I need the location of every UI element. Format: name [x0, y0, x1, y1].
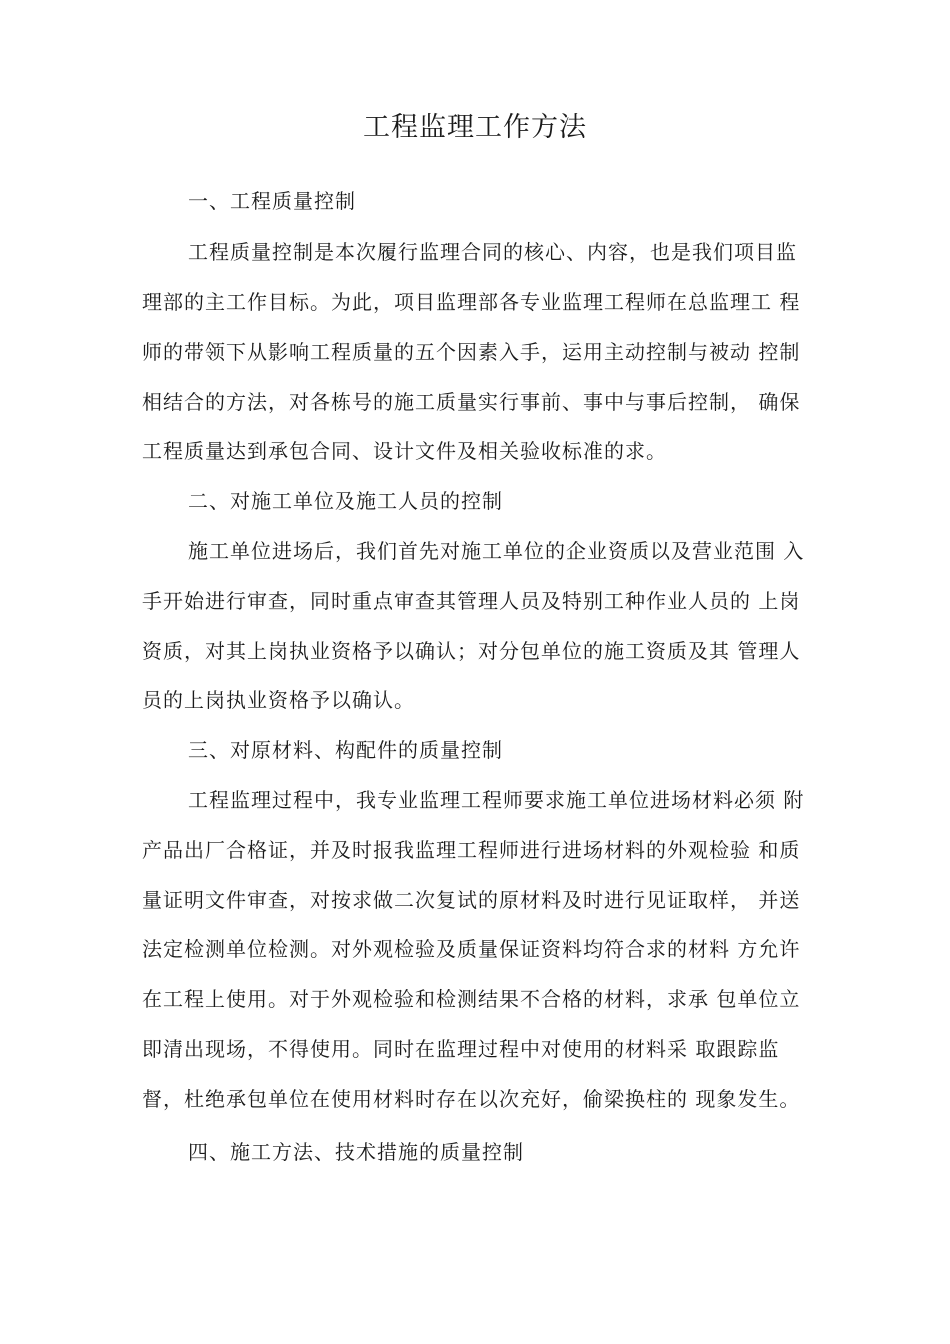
- paragraph-line: 师的带领下从影响工程质量的五个因素入手，运用主动控制与被动 控制: [142, 340, 801, 364]
- paragraph-line: 法定检测单位检测。对外观检验及质量保证资料均符合求的材料 方允许: [142, 937, 801, 961]
- paragraph-line: 施工单位进场后，我们首先对施工单位的企业资质以及营业范围 入: [188, 539, 805, 563]
- paragraph-line: 相结合的方法，对各栋号的施工质量实行事前、事中与事后控制， 确保: [142, 390, 801, 414]
- paragraph-line: 督，杜绝承包单位在使用材料时存在以次充好，偷梁换柱的 现象发生。: [142, 1087, 801, 1111]
- paragraph-line: 资质，对其上岗执业资格予以确认；对分包单位的施工资质及其 管理人: [142, 639, 801, 663]
- paragraph-line: 员的上岗执业资格予以确认。: [142, 688, 415, 712]
- paragraph-line: 手开始进行审查，同时重点审查其管理人员及特别工种作业人员的 上岗: [142, 589, 801, 613]
- section-heading: 二、对施工单位及施工人员的控制: [188, 489, 503, 513]
- section-heading: 一、工程质量控制: [188, 189, 356, 213]
- paragraph-line: 工程质量控制是本次履行监理合同的核心、内容，也是我们项目监: [188, 240, 797, 264]
- paragraph-line: 在工程上使用。对于外观检验和检测结果不合格的材料，求承 包单位立: [142, 987, 801, 1011]
- paragraph-line: 工程监理过程中，我专业监理工程师要求施工单位进场材料必须 附: [188, 788, 805, 812]
- document-title: 工程监理工作方法: [363, 112, 587, 143]
- section-heading: 三、对原材料、构配件的质量控制: [188, 738, 503, 762]
- paragraph-line: 工程质量达到承包合同、设计文件及相关验收标准的求。: [142, 439, 667, 463]
- paragraph-line: 产品出厂合格证，并及时报我监理工程师进行进场材料的外观检验 和质: [142, 838, 801, 862]
- paragraph-line: 理部的主工作目标。为此，项目监理部各专业监理工程师在总监理工 程: [142, 290, 801, 314]
- section-heading: 四、施工方法、技术措施的质量控制: [188, 1140, 524, 1164]
- paragraph-line: 即清出现场，不得使用。同时在监理过程中对使用的材料采 取跟踪监: [142, 1037, 780, 1061]
- paragraph-line: 量证明文件审查，对按求做二次复试的原材料及时进行见证取样， 并送: [142, 888, 801, 912]
